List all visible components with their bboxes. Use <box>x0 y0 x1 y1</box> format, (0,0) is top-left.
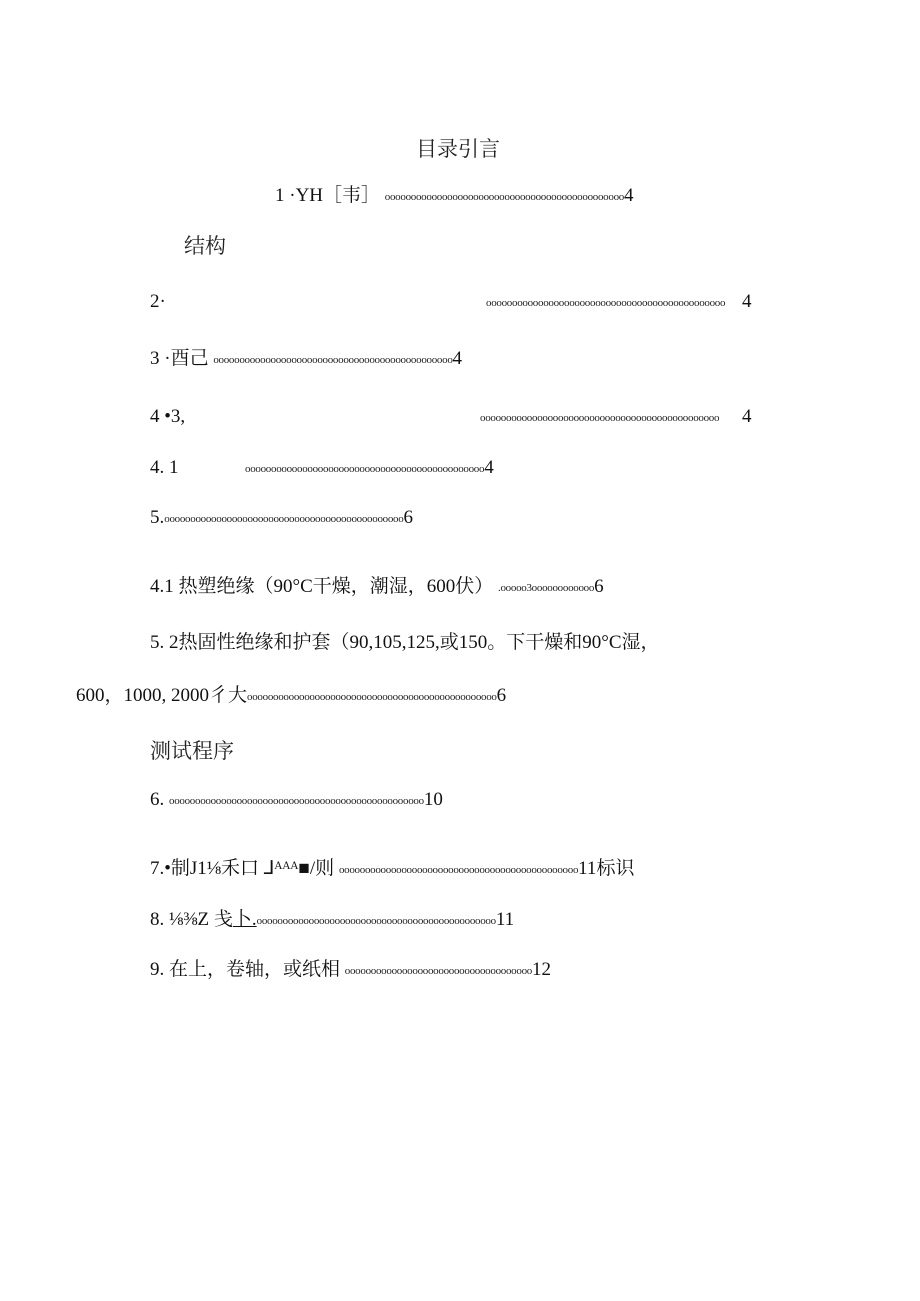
toc-entry-3 <box>150 347 462 372</box>
toc-entry-4-1-label: 4. 1 <box>150 457 179 478</box>
toc-page-number: 11 <box>578 858 597 879</box>
toc-page-number: 11 <box>495 909 515 930</box>
toc-entry-4-label: 4 •3, <box>150 406 186 427</box>
toc-entry-8 <box>150 908 514 933</box>
toc-page-number: 4 <box>742 406 752 427</box>
toc-entry-label: 600，1000, 2000彳大 <box>76 685 248 706</box>
toc-entry-5-2-line1: 5. 2热固性绝缘和护套（90,105,125,或150。下干燥和90°C湿， <box>150 632 660 653</box>
toc-page-number: 4 <box>623 185 634 206</box>
toc-leader-dots: ooooooooooooooooooooooooooooooooooooooooooooooooo <box>169 795 424 807</box>
toc-leader-dots: oooooooooooooooooooooooooooooooooooooooooooooo <box>384 191 624 203</box>
toc-leader-dots: oooooooooooooooooooooooooooooooooooooooooooooooo <box>247 691 497 703</box>
toc-entry-label: 4.1 热塑绝缘（90°C干燥，潮湿，600伏） <box>150 576 494 597</box>
toc-page-number: 6 <box>496 685 507 706</box>
toc-entry-5 <box>150 506 413 531</box>
section-heading-test-procedure: 测试程序 <box>150 739 234 763</box>
toc-entry-label: 8. ⅛⅜Z 戋 <box>150 909 233 930</box>
toc-page-number: 12 <box>531 959 551 980</box>
toc-leader-dots: oooooooooooooooooooooooooooooooooooo <box>344 965 532 977</box>
toc-page-number: 6 <box>594 576 604 597</box>
toc-entry-9 <box>150 958 551 983</box>
toc-entry-label: 7.•制J1⅛禾口 ⅃ᴬᴬᴬ■/则 <box>150 858 335 879</box>
toc-leader-dots: oooooooooooooooooooooooooooooooooooooooooooooo <box>338 864 579 876</box>
toc-entry-label-underlined: 卜. <box>232 909 257 930</box>
toc-page-number: 10 <box>423 789 443 810</box>
toc-leader-dots: oooooooooooooooooooooooooooooooooooooooooooooo <box>213 354 453 366</box>
toc-page-number: 4 <box>484 457 494 478</box>
toc-page-number: 4 <box>742 291 752 312</box>
toc-entry-6 <box>150 788 443 813</box>
toc-title: 目录引言 <box>416 137 500 161</box>
toc-entry-label: 9. 在上，卷轴，或纸相 <box>150 959 341 980</box>
toc-entry-label: 1 ·YH［韦］ <box>275 185 381 206</box>
toc-page-number: 6 <box>403 507 413 528</box>
toc-entry-label: 6. <box>150 789 165 810</box>
toc-leader-dots: oooooooooooooooooooooooooooooooooooooooooooooo <box>256 915 496 927</box>
toc-entry-4-1-thermoplastic <box>150 575 604 600</box>
toc-entry-4-leader <box>480 405 719 430</box>
toc-entry-1 <box>275 184 633 209</box>
toc-entry-suffix: 标识 <box>596 858 635 879</box>
toc-leader-dots: oooooooooooooooooooooooooooooooooooooooooooooo <box>245 463 485 475</box>
toc-entry-4-1-leader <box>245 456 494 481</box>
toc-entry-2-leader <box>486 290 725 315</box>
section-heading-structure: 结构 <box>184 234 226 258</box>
toc-entry-label: 5. <box>150 507 165 528</box>
toc-page-number: 4 <box>452 348 463 369</box>
toc-leader-dots: .ooooo3oooooooooooo <box>498 582 595 594</box>
toc-leader-dots: oooooooooooooooooooooooooooooooooooooooooooooo <box>164 513 404 525</box>
toc-leader-dots: oooooooooooooooooooooooooooooooooooooooooooooo <box>486 297 726 309</box>
toc-leader-dots: oooooooooooooooooooooooooooooooooooooooooooooo <box>480 412 720 424</box>
toc-entry-label: 3 ·酉己 <box>150 348 209 369</box>
toc-entry-7 <box>150 857 634 882</box>
toc-entry-5-2-line2 <box>76 684 506 709</box>
toc-entry-2-label: 2· <box>150 291 166 312</box>
